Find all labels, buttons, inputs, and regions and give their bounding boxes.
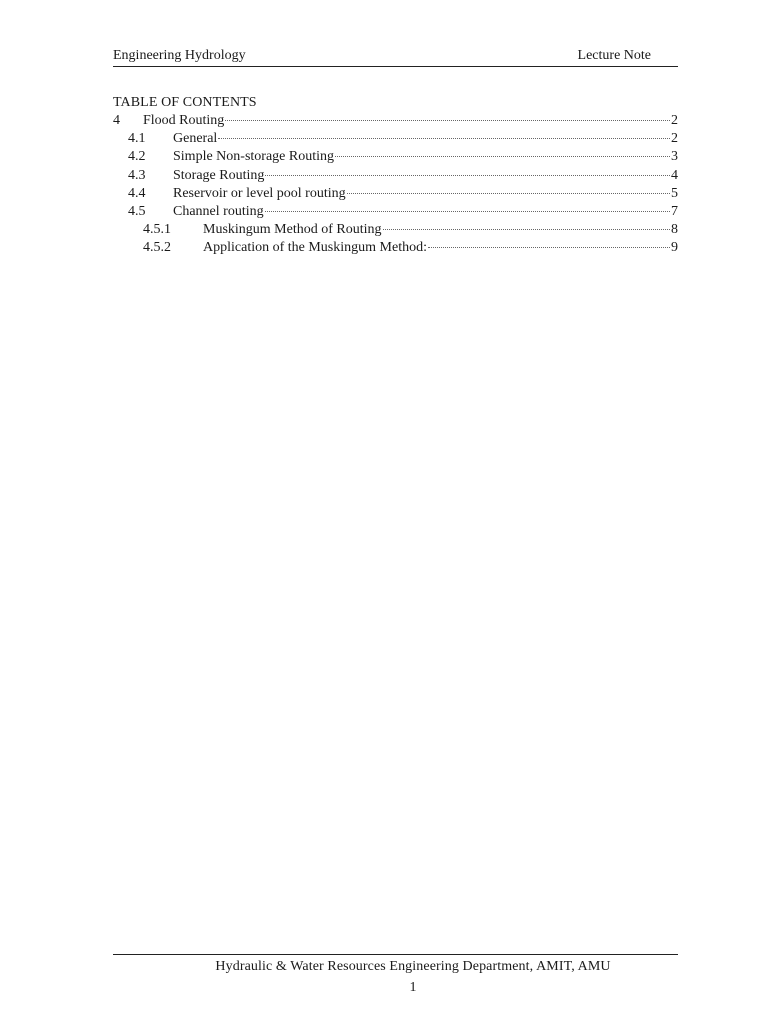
toc-entry-number: 4 — [113, 113, 120, 128]
toc-entry-title: Application of the Muskingum Method: — [203, 240, 427, 256]
toc-dot-leader — [218, 138, 670, 139]
toc-dot-leader — [265, 175, 670, 176]
header-course-title: Engineering Hydrology — [113, 48, 246, 63]
toc-entry-number: 4.5 — [128, 203, 146, 219]
toc-entry-simple-non-storage-routing[interactable] — [113, 148, 678, 166]
toc-entry-reservoir-level-pool-routing[interactable] — [113, 185, 678, 203]
toc-entry-number: 4.5.2 — [143, 240, 171, 256]
toc-entry-page: 5 — [671, 185, 678, 201]
toc-entry-title: Simple Non-storage Routing — [173, 149, 334, 165]
toc-dot-leader — [225, 120, 670, 121]
toc-entry-title: Muskingum Method of Routing — [203, 222, 382, 238]
toc-entry-storage-routing[interactable] — [113, 167, 678, 185]
header-document-type: Lecture Note — [577, 48, 651, 63]
toc-entry-channel-routing[interactable] — [113, 203, 678, 221]
toc-heading: TABLE OF CONTENTS — [113, 95, 257, 110]
toc-entry-page: 8 — [671, 222, 678, 238]
toc-entry-flood-routing[interactable] — [113, 112, 678, 130]
toc-entry-title: Flood Routing — [143, 113, 225, 128]
toc-entry-number: 4.3 — [128, 167, 146, 183]
toc-entry-title: Reservoir or level pool routing — [173, 185, 346, 201]
toc-entry-title: General — [173, 131, 218, 147]
toc-entry-page: 3 — [671, 149, 678, 165]
toc-entry-title: Channel routing — [173, 203, 264, 219]
footer-department: Hydraulic & Water Resources Engineering Department, AMIT, AMU — [215, 959, 611, 974]
page-number: 1 — [409, 980, 417, 995]
page-footer — [113, 954, 678, 996]
toc-entry-muskingum-method[interactable] — [113, 221, 678, 239]
toc-entry-page: 9 — [671, 240, 678, 256]
toc-entry-page: 4 — [671, 167, 678, 183]
toc-dot-leader — [347, 193, 670, 194]
toc-dot-leader — [265, 211, 670, 212]
page-header — [113, 47, 678, 67]
toc-entry-number: 4.1 — [128, 131, 146, 147]
toc-entry-general[interactable] — [113, 130, 678, 148]
toc-dot-leader — [428, 247, 670, 248]
toc-entry-number: 4.2 — [128, 149, 146, 165]
toc-entry-page: 2 — [671, 131, 678, 147]
toc-dot-leader — [383, 229, 670, 230]
toc-entry-title: Storage Routing — [173, 167, 265, 183]
toc-entry-page: 7 — [671, 203, 678, 219]
toc-dot-leader — [335, 156, 670, 157]
toc-entry-number: 4.4 — [128, 185, 146, 201]
toc-entry-muskingum-application[interactable] — [113, 239, 678, 257]
toc-entry-number: 4.5.1 — [143, 222, 171, 238]
table-of-contents — [113, 94, 678, 258]
toc-entry-page: 2 — [671, 113, 678, 128]
